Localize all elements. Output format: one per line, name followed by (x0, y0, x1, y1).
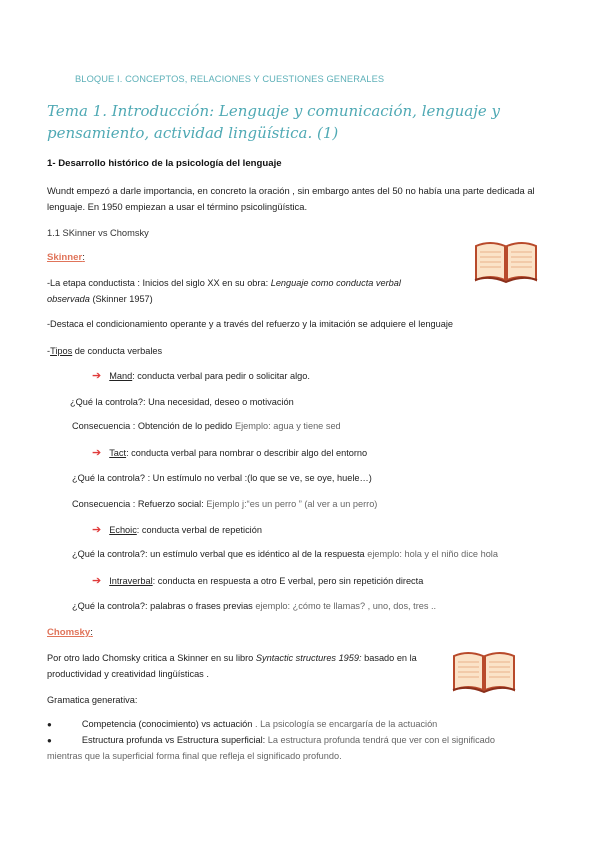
chomsky-book-title: Syntactic structures 1959: (255, 653, 362, 663)
mand-example: Ejemplo: agua y tiene sed (234, 421, 341, 431)
chomsky-line1-post: basado en la (361, 653, 417, 663)
tact-example: Ejemplo j:“es un perro ” (al ver a un perro) (206, 499, 378, 509)
mand-question: ¿Qué la controla?: Una necesidad, deseo o motivación (70, 397, 294, 407)
chomsky-title (47, 627, 93, 638)
echoic-question (72, 549, 498, 559)
colon: : (82, 252, 85, 263)
section-heading-1: 1- Desarrollo histórico de la psicología del lenguaje (47, 158, 282, 169)
competencia-sub: . La psicología se encargaría de la actuación (252, 719, 438, 729)
echoic-q-text: ¿Qué la controla?: un estímulo verbal que es idéntico al de la respuesta (72, 549, 368, 559)
tact-consequence (72, 499, 377, 509)
subsection-heading: 1.1 SKinner vs Chomsky (47, 228, 149, 238)
skinner-etapa-line1 (47, 278, 401, 288)
tact-cons-text: Consecuencia : Refuerzo social: (72, 499, 207, 509)
gramatica-heading: Gramatica generativa: (47, 695, 138, 705)
tipos-dash: - (47, 346, 51, 356)
echoic-item (92, 523, 262, 536)
chomsky-title-text: Chomsky (47, 627, 91, 638)
chomsky-line1-text: Por otro lado Chomsky critica a Skinner en su libro (47, 653, 256, 663)
skinner-title-text: Skinner (47, 252, 83, 263)
bullet-estructura (47, 735, 495, 745)
tipos-line (47, 346, 162, 356)
arrow-right-icon: ➔ (92, 447, 102, 459)
intro-line-2: lenguaje. En 1950 empiezan a usar el término psicolingüística. (47, 201, 308, 212)
book-icon (474, 240, 538, 284)
bloque-heading: BLOQUE I. CONCEPTOS, RELACIONES Y CUESTIONES GENERALES (75, 74, 385, 84)
chomsky-line1 (47, 653, 417, 663)
estructura-sub: La estructura profunda tendrá que ver con el significado (267, 735, 495, 745)
estructura-line2: mientras que la superficial forma final que refleja el significado profundo. (47, 751, 342, 761)
tema-title: Tema 1. Introducción: Lenguaje y comunicación, lenguaje y pensamiento, actividad lingüística. (1) (47, 102, 501, 142)
echoic-example: ejemplo: hola y el niño dice hola (367, 549, 498, 559)
intraverbal-q-text: ¿Qué la controla?: palabras o frases previas (72, 601, 256, 611)
tact-item (92, 446, 367, 459)
mand-term: Mand (109, 371, 133, 381)
intraverbal-example: ejemplo: ¿cómo te llamas? , uno, dos, tres .. (255, 601, 437, 611)
intraverbal-def: : conducta en respuesta a otro E verbal, pero sin repetición directa (152, 576, 424, 586)
intraverbal-term: Intraverbal (109, 576, 153, 586)
intraverbal-item (92, 574, 423, 587)
competencia-text: Competencia (conocimiento) vs actuación (81, 719, 253, 729)
estructura-text: Estructura profunda vs Estructura superficial: (81, 735, 268, 745)
tact-question: ¿Qué la controla? : Un estímulo no verbal :(lo que se ve, se oye, huele…) (72, 473, 372, 483)
tact-term: Tact (109, 448, 127, 458)
bullet-icon: ● (47, 736, 52, 745)
tipos-word: Tipos (50, 346, 73, 356)
mand-def: : conducta verbal para pedir o solicitar algo. (132, 371, 310, 381)
tipos-rest: de conducta verbales (72, 346, 163, 356)
bullet-competencia (47, 719, 437, 729)
tact-def: : conducta verbal para nombrar o describir algo del entorno (126, 448, 368, 458)
etapa-year: (Skinner 1957) (89, 294, 153, 304)
etapa-book-title: Lenguaje como conducta verbal (270, 278, 401, 288)
arrow-right-icon: ➔ (92, 370, 102, 382)
book-icon (452, 650, 516, 694)
etapa-text: -La etapa conductista : Inicios del siglo XX en su obra: (47, 278, 271, 288)
bullet-icon: ● (47, 720, 52, 729)
skinner-destaca: -Destaca el condicionamiento operante y a través del refuerzo y la imitación se adquiere el lenguaje (47, 319, 454, 329)
colon: : (90, 627, 93, 638)
etapa-book-title-cont: observada (47, 294, 90, 304)
mand-item (92, 369, 310, 382)
skinner-title (47, 252, 85, 263)
echoic-def: : conducta verbal de repetición (136, 525, 262, 535)
chomsky-line2: productividad y creatividad lingüísticas . (47, 669, 209, 679)
skinner-etapa-line2 (47, 294, 153, 304)
intro-line-1: Wundt empezó a darle importancia, en concreto la oración , sin embargo antes del 50 no había una parte dedicada al (47, 185, 535, 196)
mand-consequence (72, 421, 341, 431)
intraverbal-question (72, 601, 436, 611)
echoic-term: Echoic (109, 525, 137, 535)
arrow-right-icon: ➔ (92, 575, 102, 587)
arrow-right-icon: ➔ (92, 524, 102, 536)
mand-cons-text: Consecuencia : Obtención de lo pedido (72, 421, 235, 431)
